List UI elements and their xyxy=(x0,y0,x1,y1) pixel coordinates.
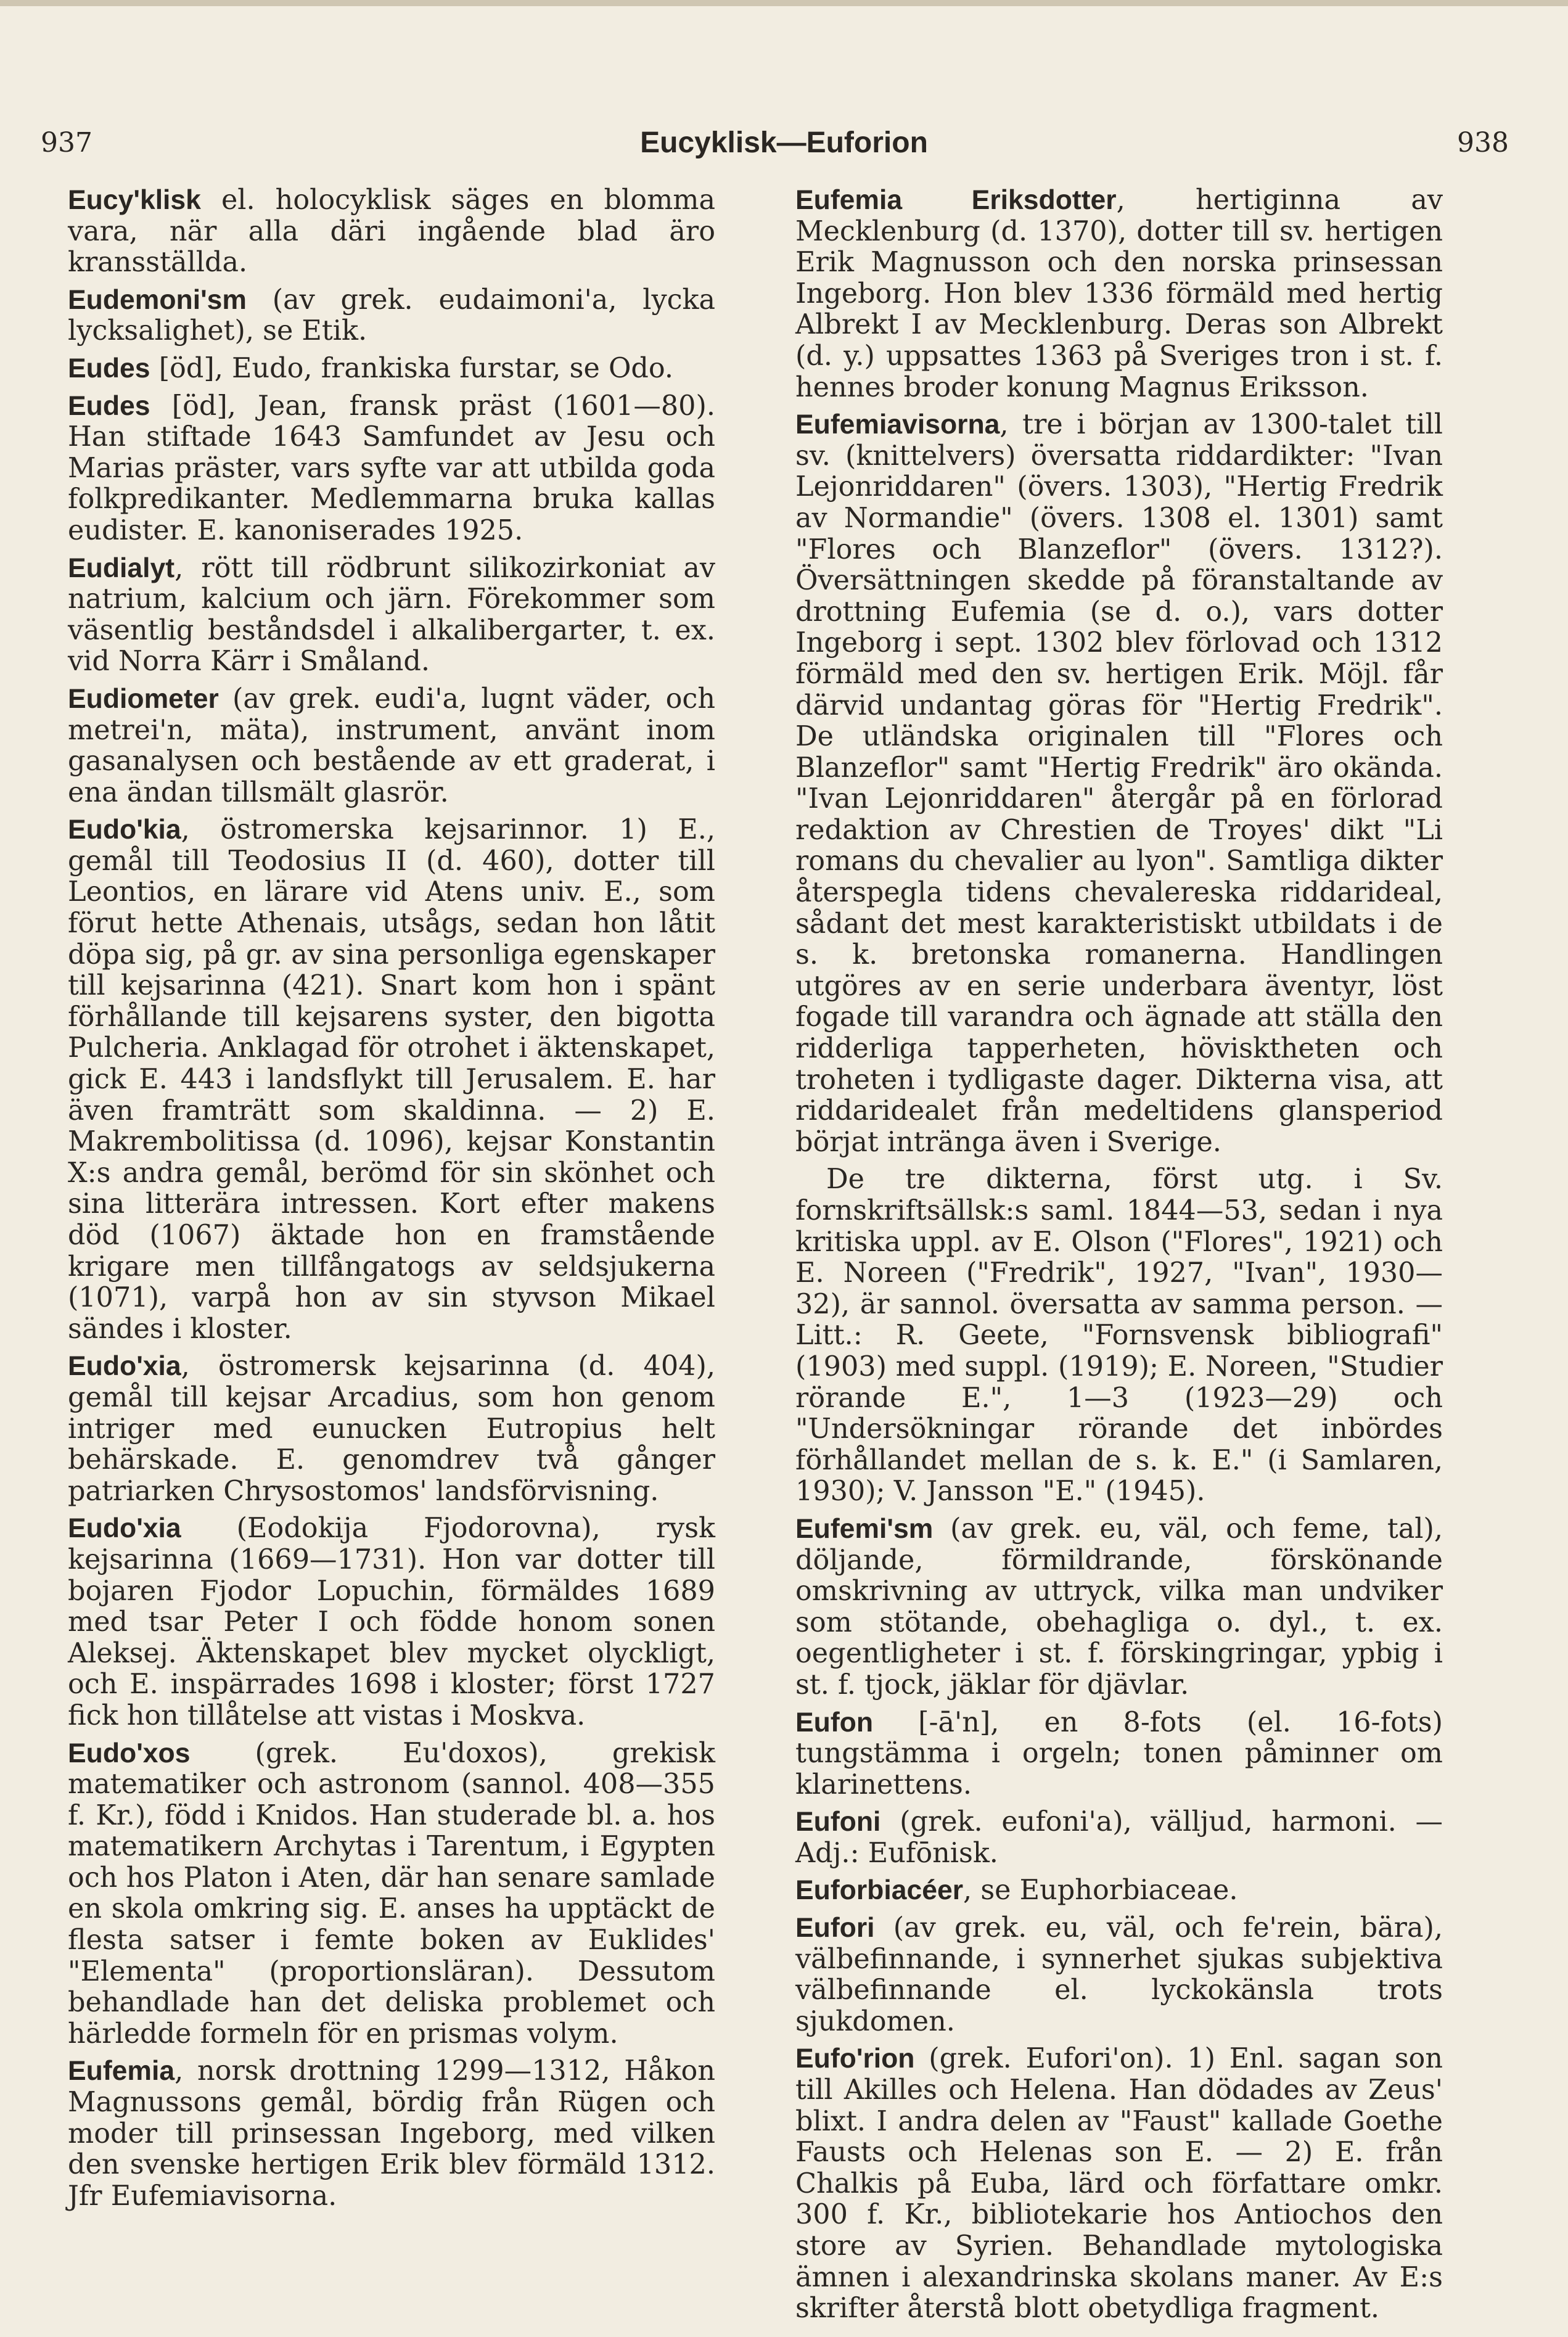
entry xyxy=(795,1807,1443,1869)
entry xyxy=(68,1738,715,2050)
entry-text: (grek. Eu'doxos), grekisk matematiker och astronom (sannol. 408—355 f. Kr.), född i Knidos. Han studerade bl. a. hos matematikern Archytas i Tarentum, i Egypten och hos Platon i Aten, där han senare samlade en skola omkring sig. E. anses ha upptäckt de flesta satser i femte boken av Euklides' "Elementa" (proportionsläran). Dessutom behandlade han det deliska problemet och härledde formeln för en prismas volym. xyxy=(68,1737,715,2050)
entry-headword: Eudes xyxy=(68,353,150,384)
entry-text: (Eodokija Fjodorovna), rysk kejsarinna (1669—1731). Hon var dotter till bojaren Fjodor Lopuchin, förmäldes 1689 med tsar Peter I och födde honom sonen Aleksej. Äktenskapet blev mycket olyckligt, och E. inspärrades 1698 i kloster; först 1727 fick hon tillåtelse att vistas i Moskva. xyxy=(68,1513,715,1731)
entry-text: (av grek. eudi'a, lugnt väder, och metrei'n, mäta), instrument, använt inom gasanalysen och bestående av ett graderat, i ena ändan tillsmält glasrör. xyxy=(68,683,715,808)
entry-headword: Eufemiavisorna xyxy=(795,409,1000,440)
entry-headword: Eudialyt xyxy=(68,552,175,583)
entry-headword: Eufon xyxy=(795,1707,874,1738)
entry-headword: Eufemia xyxy=(68,2056,175,2087)
right-column xyxy=(795,185,1443,2331)
entry-headword: Eufo'rion xyxy=(795,2043,915,2074)
entry-text: , norsk drottning 1299—1312, Håkon Magnussons gemål, bördig från Rügen och moder till prinsessan Ingeborg, med vilken den svenske hertigen Erik blev förmäld 1312. Jfr Eufemiavisorna. xyxy=(68,2055,715,2212)
entry xyxy=(795,409,1443,1158)
entry-headword: Eufemia Eriksdotter xyxy=(795,185,1117,215)
entry-headword: Eudo'xia xyxy=(68,1351,181,1382)
entry-text: , tre i början av 1300-talet till sv. (knittelvers) översatta riddardikter: "Ivan Lejonriddaren" (övers. 1303), "Hertig Fredrik av Normandie" (övers. 1308 el. 1301) samt "Flores och Blanzeflor" (övers. 1312?). Översättningen skedde på föranstaltande av drottning Eufemia (se d. o.), vars dotter Ingeborg i sept. 1302 blev förlovad och 1312 förmäld med den sv. hertigen Erik. Möjl. får därvid undantag göras för "Hertig Fredrik". De utländska originalen till "Flores och Blanzeflor" samt "Hertig Fredrik" äro okända. "Ivan Lejonriddaren" återgår på en förlorad redaktion av Chrestien de Troyes' dikt "Li romans du chevalier au lyon". Samtliga dikter återspegla tidens chevalereska riddarideal, sådant det mest karakteristiskt utbildats i de s. k. bretonska romanerna. Handlingen utgöres av en serie underbara äventyr, löst fogade till varandra och ägnade att ställa den ridderliga tapperheten, hövisktheten och troheten i tydligaste dager. Dikterna visa, att riddaridealet från medeltidens glansperiod börjat intränga även i Sverige. xyxy=(795,409,1443,1158)
running-title: Eucyklisk—Euforion xyxy=(640,126,928,159)
entry xyxy=(795,1913,1443,2037)
entry xyxy=(68,553,715,678)
entry xyxy=(68,185,715,279)
entry-headword: Eudes xyxy=(68,390,150,421)
entry-text: (av grek. eu, väl, och fe'rein, bära), välbefinnande, i synnerhet sjukas subjektiva välbefinnande el. lyckokänsla trots sjukdomen. xyxy=(795,1912,1443,2037)
entry-text: (grek. Eufori'on). 1) Enl. sagan son till Akilles och Helena. Han dödades av Zeus' blixt. I andra delen av "Faust" kallade Goethe Fausts och Helenas son E. — 2) E. från Chalkis på Euba, lärd och författare omkr. 300 f. Kr., bibliotekarie hos Antiochos den store av Syrien. Behandlade mytologiska ämnen i alexandrinska skolans maner. Av E:s skrifter återstå blott obetydliga fragment. xyxy=(795,2043,1443,2325)
entry-text: , östromersk kejsarinna (d. 404), gemål till kejsar Arcadius, som hon genom intriger med eunucken Eutropius helt behärskade. E. genomdrev två gånger patriarken Chrysostomos' landsförvisning. xyxy=(68,1350,715,1507)
entry-text: , se Euphorbiaceae. xyxy=(963,1875,1238,1907)
entry-text: [ӧd], Eudo, frankiska furstar, se Odo. xyxy=(150,352,674,384)
entry-headword: Eudo'xos xyxy=(68,1738,191,1768)
entry-headword: Eufemi'sm xyxy=(795,1513,934,1544)
entry xyxy=(795,1707,1443,1801)
page-number-left: 937 xyxy=(41,127,92,158)
entry-text: [-ā'n], en 8-fots (el. 16-fots) tungstämma i orgeln; tonen påminner om klarinettens. xyxy=(795,1706,1443,1801)
entry xyxy=(68,1513,715,1731)
entry-text: (av grek. eu, väl, och feme, tal), döljande, förmildrande, förskönande omskrivning av uttryck, vilka man undviker som stötande, obehagliga o. dyl., t. ex. oegentligheter i st. f. förskingringar, ypbig i st. f. tjock, jäklar för djävlar. xyxy=(795,1513,1443,1701)
entry-text: , rött till rödbrunt silikozirkoniat av natrium, kalcium och järn. Förekommer som väsentlig beståndsdel i alkalibergarter, t. ex. vid Norra Kärr i Småland. xyxy=(68,552,715,678)
left-column xyxy=(68,185,715,2218)
entry xyxy=(68,353,715,385)
entry-text: , hertiginna av Mecklenburg (d. 1370), dotter till sv. hertigen Erik Magnusson och den norska prinsessan Ingeborg. Hon blev 1336 förmäld med hertig Albrekt I av Mecklenburg. Deras son Albrekt (d. y.) uppsattes 1363 på Sveriges tron i st. f. hennes broder konung Magnus Eriksson. xyxy=(795,184,1443,403)
entry-headword: Eudiometer xyxy=(68,683,219,714)
entry xyxy=(68,1351,715,1507)
entry-headword: Eufoni xyxy=(795,1807,881,1838)
entry-headword: Eufori xyxy=(795,1913,875,1944)
entry xyxy=(68,2056,715,2212)
entry-headword: Euforbiacéer xyxy=(795,1875,964,1906)
entry-text: (grek. eufoni'a), välljud, harmoni. — Adj.: Eufōnisk. xyxy=(795,1806,1443,1869)
entry xyxy=(795,1514,1443,1701)
entry xyxy=(68,815,715,1345)
entry xyxy=(795,2043,1443,2324)
entry-headword: Eudo'xia xyxy=(68,1513,181,1544)
entry-headword: Eucy'klisk xyxy=(68,185,201,215)
entry xyxy=(795,1164,1443,1508)
top-edge xyxy=(0,0,1568,6)
entry-headword: Eudo'kia xyxy=(68,815,181,845)
entry-text: De tre dikterna, först utg. i Sv. fornskriftsällsk:s saml. 1844—53, sedan i nya kritiska uppl. av E. Olson ("Flores", 1921) och E. Noreen ("Fredrik", 1927, "Ivan", 1930—32), är sannol. översatta av samma person. — Litt.: R. Geete, "Fornsvensk bibliografi" (1903) med suppl. (1919); E. Noreen, "Studier rörande E.", 1—3 (1923—29) och "Undersökningar rörande det inbördes förhållandet mellan de s. k. E." (i Samlaren, 1930); V. Jansson "E." (1945). xyxy=(795,1164,1443,1508)
entry xyxy=(795,185,1443,403)
entry-text: [ӧd], Jean, fransk präst (1601—80). Han stiftade 1643 Samfundet av Jesu och Marias präster, vars syfte var att utbilda goda folkpredikanter. Medlemmarna bruka kallas eudister. E. kanoniserades 1925. xyxy=(68,390,715,546)
entry xyxy=(795,1875,1443,1907)
entry-text: , östromerska kejsarinnor. 1) E., gemål till Teodosius II (d. 460), dotter till Leontios, en lärare vid Atens univ. E., som förut hette Athenais, utsågs, sedan hon låtit döpa sig, på gr. av sina personliga egenskaper till kejsarinna (421). Snart kom hon i spänt förhållande till kejsarens syster, den bigotta Pulcheria. Anklagad för otrohet i äktenskapet, gick E. 443 i landsflykt till Jerusalem. E. har även framträtt som skaldinna. — 2) E. Makrembolitissa (d. 1096), kejsar Konstantin X:s andra gemål, berömd för sin skönhet och sina litterära intressen. Kort efter makens död (1067) äktade hon en framstående krigare men tillfångatogs av seldsjukerna (1071), varpå hon av sin styvson Mikael sändes i kloster. xyxy=(68,814,715,1345)
entry-text: (av grek. eudaimoni'a, lycka lycksalighet), se Etik. xyxy=(68,284,715,347)
entry-headword: Eudemoni'sm xyxy=(68,284,247,315)
page-number-right: 938 xyxy=(1457,127,1509,158)
entry-text: el. holocyklisk säges en blomma vara, när alla däri ingående blad äro kransställda. xyxy=(68,184,715,279)
entry xyxy=(68,391,715,547)
entry xyxy=(68,285,715,347)
entry xyxy=(68,684,715,808)
